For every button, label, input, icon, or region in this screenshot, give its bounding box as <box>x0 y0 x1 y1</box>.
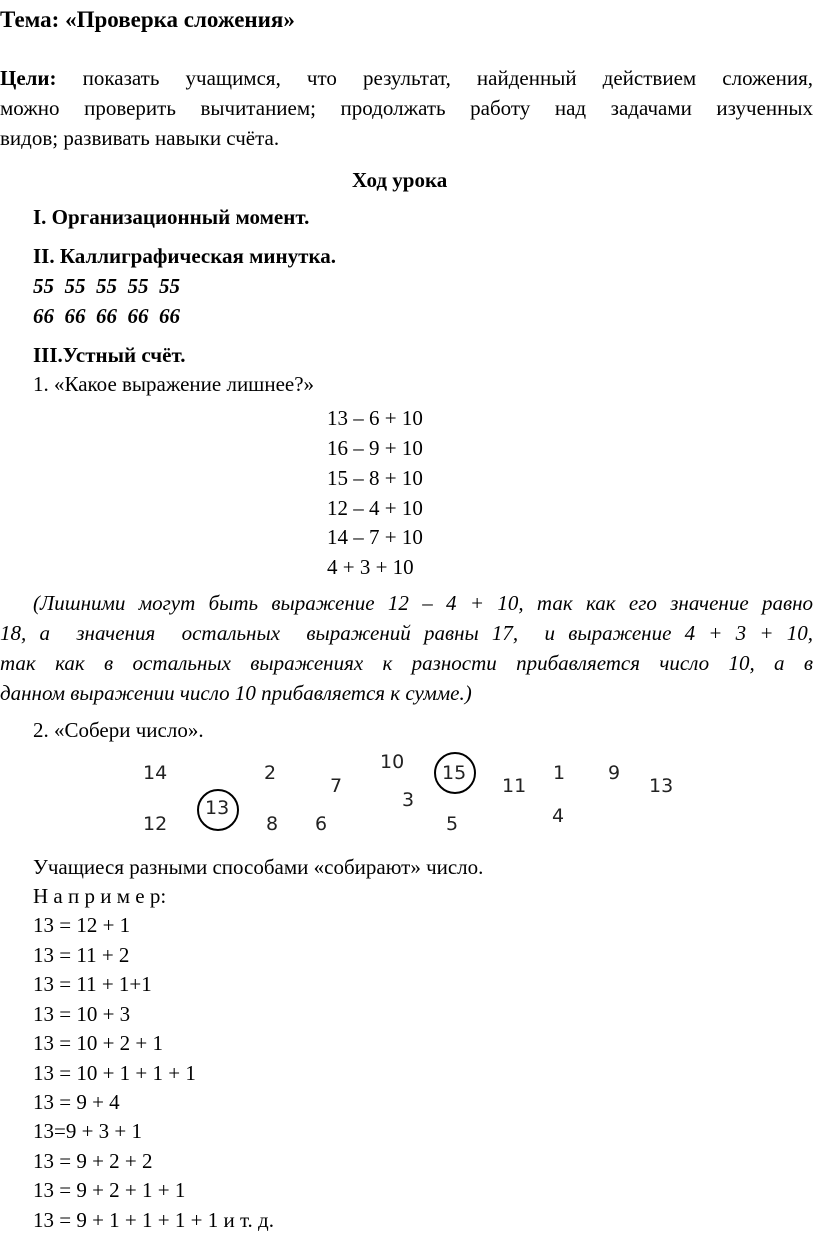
goals-text-1: показать учащимся, что результат, найденный действием сложения, <box>82 66 813 90</box>
expression-6: 4 + 3 + 10 <box>327 555 414 579</box>
number-13-right: 13 <box>649 775 674 797</box>
number-13-circled: 13 <box>205 797 230 819</box>
example-9: 13 = 9 + 2 + 2 <box>33 1149 153 1173</box>
example-5: 13 = 10 + 2 + 1 <box>33 1031 164 1055</box>
number-3: 3 <box>402 789 415 811</box>
number-4: 4 <box>552 805 565 827</box>
task2-title: 2. «Собери число». <box>33 718 204 742</box>
number-15: 15 <box>442 762 467 784</box>
number-8: 8 <box>266 813 279 835</box>
calligraphy-row-66: 66 66 66 66 66 <box>33 304 180 328</box>
expression-3: 15 – 8 + 10 <box>327 466 423 490</box>
number-6: 6 <box>315 813 328 835</box>
section-1-heading: I. Организационный момент. <box>33 205 310 229</box>
expression-1: 13 – 6 + 10 <box>327 406 423 430</box>
task2-intro: Учащиеся разными способами «собирают» число. <box>33 855 484 879</box>
example-11: 13 = 9 + 1 + 1 + 1 + 1 и т. д. <box>33 1208 274 1232</box>
expression-2: 16 – 9 + 10 <box>327 436 423 460</box>
expression-5: 14 – 7 + 10 <box>327 525 423 549</box>
example-7: 13 = 9 + 4 <box>33 1090 120 1114</box>
number-10: 10 <box>380 751 405 773</box>
example-3: 13 = 11 + 1+1 <box>33 972 152 996</box>
task1-note-line-3: так как в остальных выражениях к разности прибавляется число 10, а в <box>0 651 813 675</box>
number-7: 7 <box>330 775 343 797</box>
number-2: 2 <box>264 762 277 784</box>
task1-note-line-2: 18, а значения остальных выражений равны 17, и выражение 4 + 3 + 10, <box>0 621 813 645</box>
goals-line-2: можно проверить вычитанием; продолжать работу над задачами изученных <box>0 96 813 120</box>
page-title: Тема: «Проверка сложения» <box>0 7 295 32</box>
task1-note-line-4: данном выражении число 10 прибавляется к сумме.) <box>0 681 472 705</box>
goals-label: Цели: <box>0 66 57 90</box>
example-4: 13 = 10 + 3 <box>33 1002 131 1026</box>
example-8: 13=9 + 3 + 1 <box>33 1119 143 1143</box>
example-2: 13 = 11 + 2 <box>33 943 130 967</box>
number-1: 1 <box>553 762 566 784</box>
number-5: 5 <box>446 813 459 835</box>
example-6: 13 = 10 + 1 + 1 + 1 <box>33 1061 196 1085</box>
goals-line-3: видов; развивать навыки счёта. <box>0 126 280 150</box>
goals-line-1 <box>0 64 813 92</box>
expression-4: 12 – 4 + 10 <box>327 496 423 520</box>
section-3-heading: III.Устный счёт. <box>33 343 186 367</box>
example-10: 13 = 9 + 2 + 1 + 1 <box>33 1178 186 1202</box>
task1-title: 1. «Какое выражение лишнее?» <box>33 372 315 396</box>
number-9: 9 <box>608 762 621 784</box>
lesson-heading: Ход урока <box>352 168 448 192</box>
number-14: 14 <box>143 762 168 784</box>
example-1: 13 = 12 + 1 <box>33 913 131 937</box>
number-11: 11 <box>502 775 527 797</box>
task1-note-line-1: (Лишними могут быть выражение 12 – 4 + 10, так как его значение равно <box>33 591 813 615</box>
section-2-heading: II. Каллиграфическая минутка. <box>33 244 336 268</box>
example-label: Н а п р и м е р: <box>33 884 167 908</box>
number-12: 12 <box>143 813 168 835</box>
calligraphy-row-55: 55 55 55 55 55 <box>33 274 180 298</box>
